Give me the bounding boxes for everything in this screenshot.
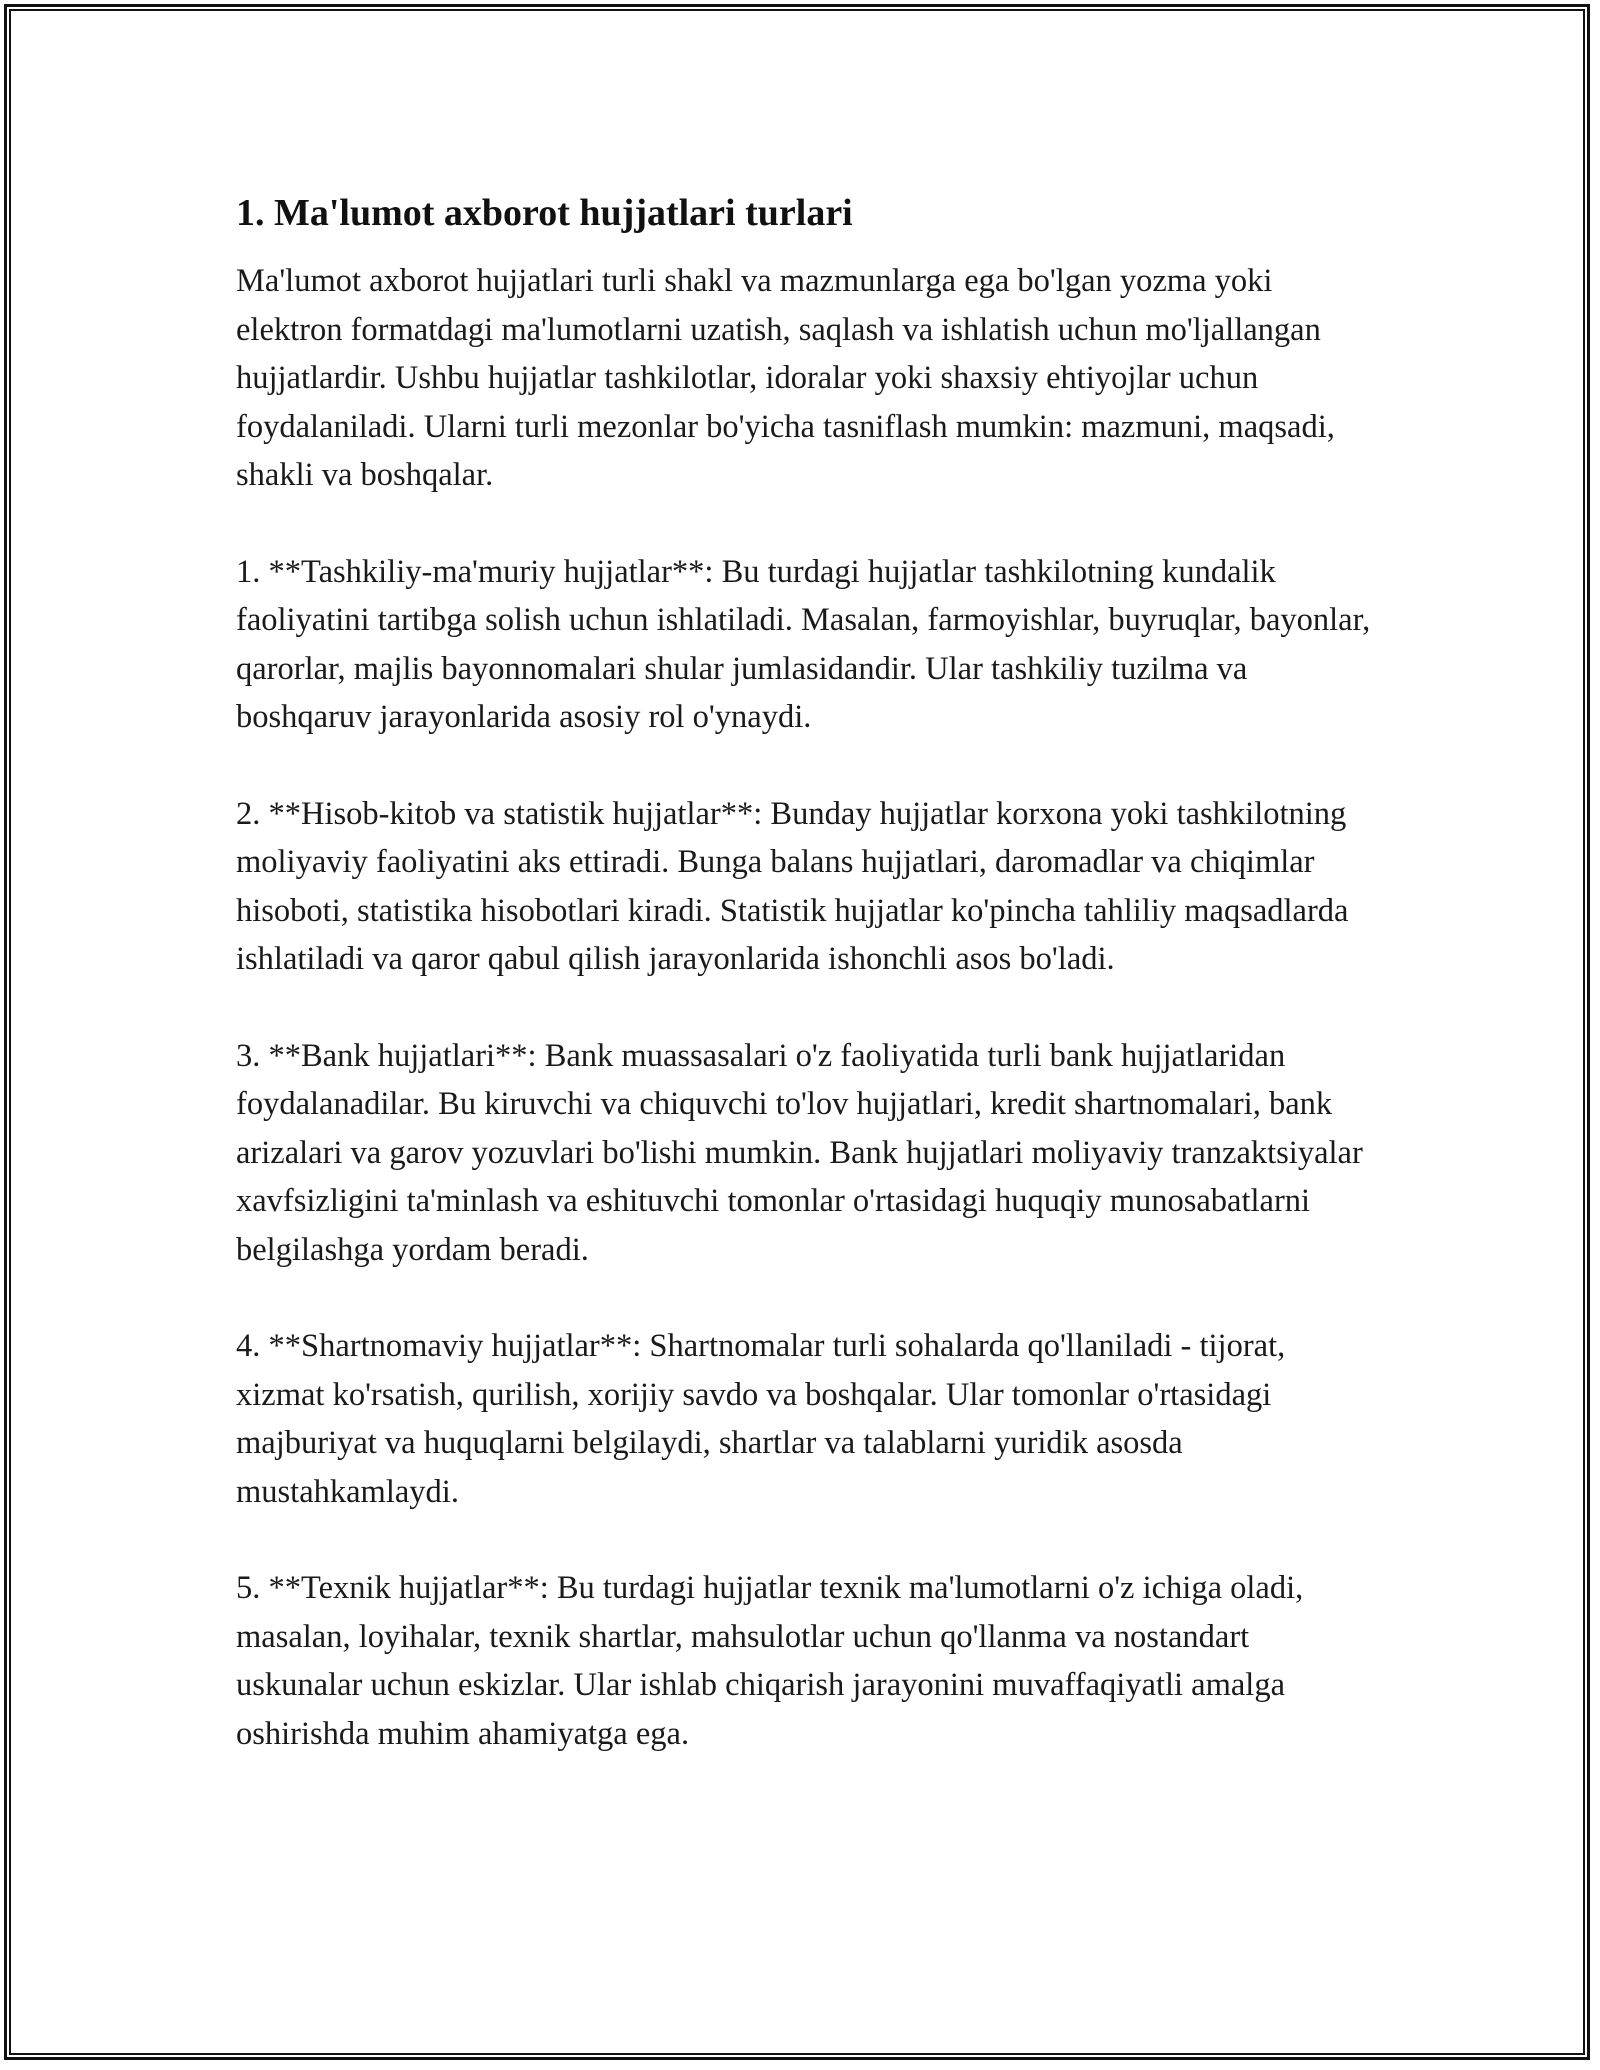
- list-item-accounting-statistical-documents: 2. **Hisob-kitob va statistik hujjatlar**: Bunday hujjatlar korxona yoki tashkilotning moliyaviy faoliyatini aks ettiradi. Bunga balans hujjatlari, daromadlar va chiqimlar hisoboti, statistika hisobotlari kiradi. Statistik hujjatlar ko'pincha tahliliy maqsadlarda ishlatiladi va qaror qabul qilish jarayonlarida ishonchli asos bo'ladi.: [236, 795, 1349, 977]
- list-item-contract-documents: 4. **Shartnomaviy hujjatlar**: Shartnomalar turli sohalarda qo'llaniladi - tijorat, xizmat ko'rsatish, qurilish, xorijiy savdo va boshqalar. Ular tomonlar o'rtasidagi majburiyat va huquqlarni belgilaydi, shartlar va talablarni yuridik asosda mustahkamlaydi.: [236, 1328, 1286, 1510]
- intro-paragraph: Ma'lumot axborot hujjatlari turli shakl va mazmunlarga ega bo'lgan yozma yoki elektron formatdagi ma'lumotlarni uzatish, saqlash va ishlatish uchun mo'ljallangan hujjatlardir. Ushbu hujjatlar tashkilotlar, idoralar yoki shaxsiy ehtiyojlar uchun foydalaniladi. Ularni turli mezonlar bo'yicha tasniflash mumkin: mazmuni, maqsadi, shakli va boshqalar.: [236, 263, 1335, 493]
- document-body: [236, 186, 1376, 1806]
- list-item-technical-documents: 5. **Texnik hujjatlar**: Bu turdagi hujjatlar texnik ma'lumotlarni o'z ichiga oladi, masalan, loyihalar, texnik shartlar, mahsulotlar uchun qo'llanma va nostandart uskunalar uchun eskizlar. Ular ishlab chiqarish jarayonini muvaffaqiyatli amalga oshirishda muhim ahamiyatga ega.: [236, 1570, 1304, 1752]
- list-item-organizational-documents: 1. **Tashkiliy-ma'muriy hujjatlar**: Bu turdagi hujjatlar tashkilotning kundalik faoliyatini tartibga solish uchun ishlatiladi. Masalan, farmoyishlar, buyruqlar, bayonlar, qarorlar, majlis bayonnomalari shular jumlasidandir. Ular tashkiliy tuzilma va boshqaruv jarayonlarida asosiy rol o'ynaydi.: [236, 553, 1371, 735]
- document-title: 1. Ma'lumot axborot hujjatlari turlari: [236, 192, 853, 234]
- list-item-bank-documents: 3. **Bank hujjatlari**: Bank muassasalari o'z faoliyatida turli bank hujjatlaridan foydalanadilar. Bu kiruvchi va chiquvchi to'lov hujjatlari, kredit shartnomalari, bank arizalari va garov yozuvlari bo'lishi mumkin. Bank hujjatlari moliyaviy tranzaktsiyalar xavfsizligini ta'minlash va eshituvchi tomonlar o'rtasidagi huquqiy munosabatlarni belgilashga yordam beradi.: [236, 1037, 1363, 1268]
